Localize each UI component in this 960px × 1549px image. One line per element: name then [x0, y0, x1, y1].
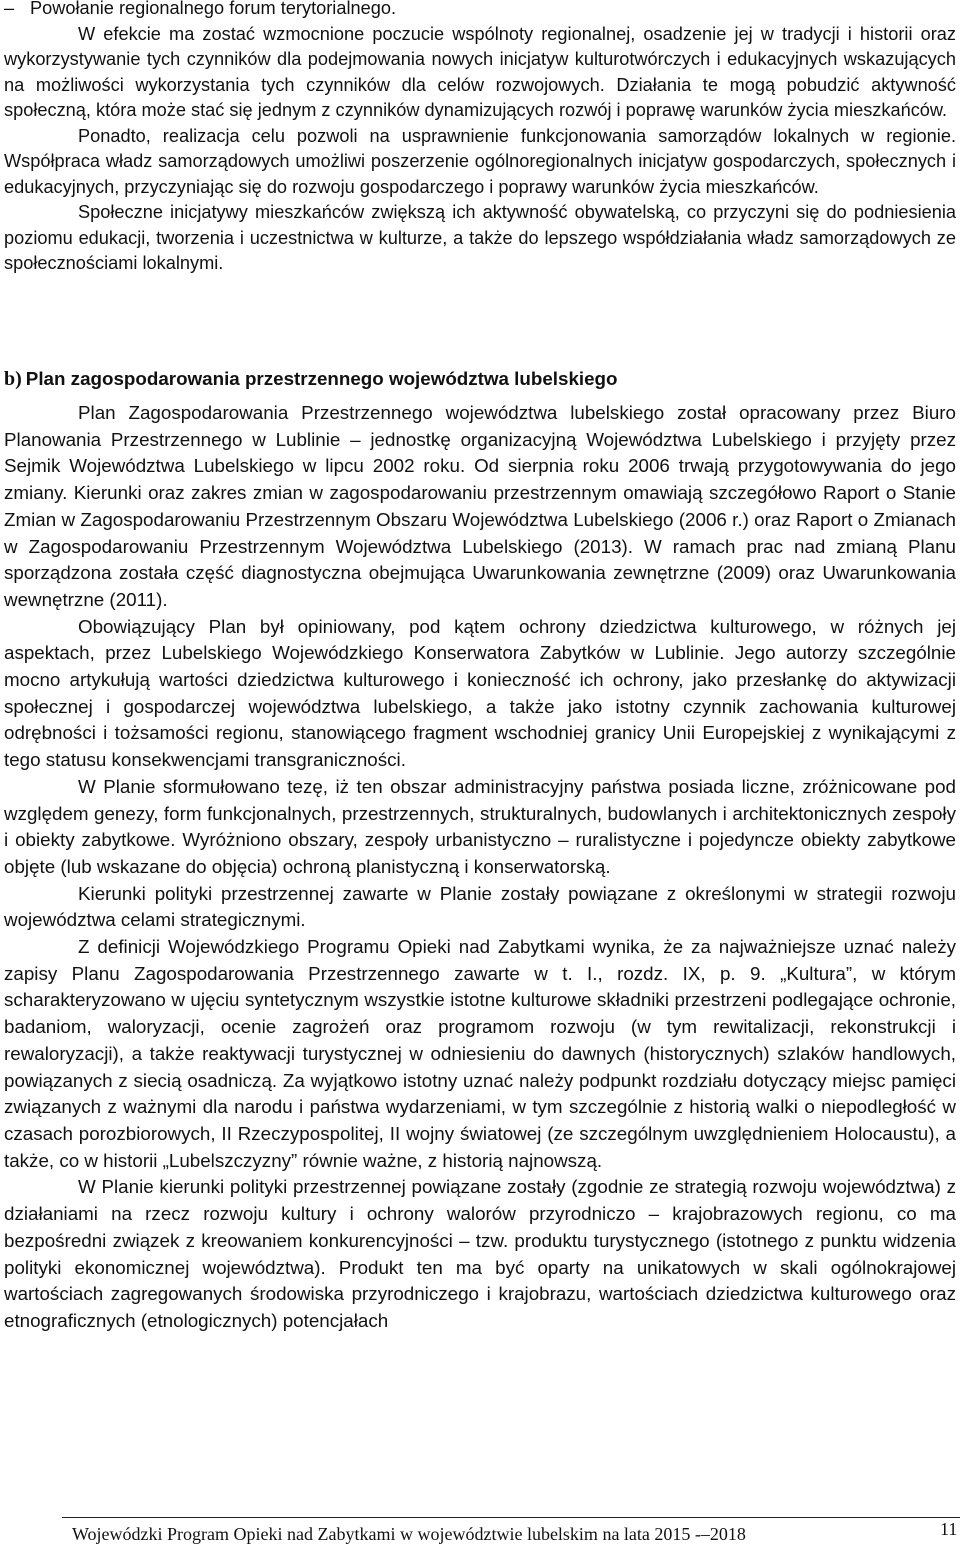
section-heading	[4, 366, 956, 392]
bullet-item	[4, 0, 956, 22]
paragraph: Obowiązujący Plan był opiniowany, pod kątem ochrony dziedzictwa kulturowego, w różnych jej aspektach, przez Lubelskiego Wojewódzkiego Konserwatora Zabytków w Lublinie. Jego autorzy szczególnie mocno artykułują wartości dziedzictwa kulturowego i konieczność ich ochrony, jako przesłankę do aktywizacji społecznej i gospodarczej województwa lubelskiego, a także jako istotny czynnik zachowania kulturowej odrębności i tożsamości regionu, stanowiącego fragment wschodniej granicy Unii Europejskiej z wynikającymi z tego statusu konsekwencjami transgraniczności.	[4, 615, 956, 771]
section-spatial-plan	[4, 366, 956, 1335]
paragraph: W Planie kierunki polityki przestrzennej powiązane zostały (zgodnie ze strategią rozwoju województwa) z działaniami na rzecz rozwoju kultury i ochrony walorów przyrodniczo – krajobrazowych regionu, co ma bezpośredni związek z kreowaniem konkurencyjności – tzw. produktu turystycznego (istotnego z punktu widzenia polityki ekonomicznej województwa). Produkt ten ma być oparty na unikatowych w skali ogólnokrajowej wartościach zagregowanych środowiska przyrodniczego i krajobrazu, wartościach dziedzictwa kulturowego oraz etnograficznych (etnologicznych) potencjałach	[4, 1176, 956, 1331]
bullet-text: Powołanie regionalnego forum terytorialnego.	[30, 0, 396, 18]
paragraph: Ponadto, realizacja celu pozwoli na usprawnienie funkcjonowania samorządów lokalnych w regionie. Współpraca władz samorządowych umożliwi poszerzenie ogólnoregionalnych inicjatyw gospodarczych, społecznych i edukacyjnych, przyczyniając się do rozwoju gospodarczego i poprawy warunków życia mieszkańców.	[4, 125, 956, 197]
section-heading-title: Plan zagospodarowania przestrzennego województwa lubelskiego	[25, 368, 618, 389]
paragraph: Z definicji Wojewódzkiego Programu Opieki nad Zabytkami wynika, że za najważniejsze uznać należy zapisy Planu Zagospodarowania Przestrzennego zawarte w t. I., rozdz. IX, p. 9. „Kultura”, w którym scharakteryzowano w ujęciu syntetycznym wszystkie istotne kulturowe składniki przestrzeni podlegające ochronie, badaniom, waloryzacji, ocenie zagrożeń oraz programom rozwoju (w tym rewitalizacji, rekonstrukcji i rewaloryzacji), a także reaktywacji turystycznej w odniesieniu do dawnych (historycznych) szlaków handlowych, powiązanych z siecią osadniczą. Za wyjątkowo istotny uznać należy podpunkt rozdziału dotyczący miejsc pamięci związanych z ważnymi dla narodu i państwa wydarzeniami, w tym szczególnie z historią walki o niepodległość w czasach porozbiorowych, II Rzeczypospolitej, II wojny światowej (ze szczególnym uwzględnieniem Holocaustu), a także, co w historii „Lubelszczyzny” równie ważne, z historią najnowszą.	[4, 936, 956, 1171]
section-goal-effects	[4, 0, 956, 277]
paragraph: W Planie sformułowano tezę, iż ten obszar administracyjny państwa posiada liczne, zróżnicowane pod względem genezy, form funkcjonalnych, przestrzennych, strukturalnych, budowlanych i architektonicznych zespoły i obiekty zabytkowe. Wyróżniono obszary, zespoły urbanistyczno – ruralistyczne i pojedyncze obiekty zabytkowe objęte (lub wskazane do objęcia) ochroną planistyczną i konserwatorską.	[4, 775, 956, 877]
paragraph: Plan Zagospodarowania Przestrzennego województwa lubelskiego został opracowany przez Biuro Planowania Przestrzennego w Lublinie – jednostkę organizacyjną Województwa Lubelskiego i przyjęty przez Sejmik Województwa Lubelskiego w lipcu 2002 roku. Od sierpnia roku 2006 trwają przygotowywania do jego zmiany. Kierunki oraz zakres zmian w zagospodarowaniu przestrzennym omawiają szczegółowo Raport o Stanie Zmian w Zagospodarowaniu Przestrzennym Obszaru Województwa Lubelskiego (2006 r.) oraz Raport o Zmianach w Zagospodarowaniu Przestrzennym Województwa Lubelskiego (2013). W ramach prac nad zmianą Planu sporządzona została część diagnostyczna obejmująca Uwarunkowania zewnętrzne (2009) oraz Uwarunkowania wewnętrzne (2011).	[4, 402, 956, 610]
section-heading-letter: b)	[4, 368, 22, 390]
page-number: 11	[940, 1519, 958, 1539]
bullet-dash: –	[4, 0, 15, 18]
paragraph: Społeczne inicjatywy mieszkańców zwiększą ich aktywność obywatelską, co przyczyni się do podniesienia poziomu edukacji, tworzenia i uczestnictwa w kulturze, a także do lepszego współdziałania władz samorządowych ze społecznościami lokalnymi.	[4, 202, 956, 273]
document-page	[4, 0, 956, 1549]
footer-title: Wojewódzki Program Opieki nad Zabytkami w województwie lubelskim na lata 2015 -–2018	[72, 1524, 746, 1544]
paragraph: W efekcie ma zostać wzmocnione poczucie wspólnoty regionalnej, osadzenie jej w tradycji i historii oraz wykorzystywanie tych czynników dla podejmowania nowych inicjatyw kulturotwórczych i edukacyjnych wskazujących na możliwości wykorzystania tych czynników dla celów rozwojowych. Działania te mogą pobudzić aktywność społeczną, która może stać się jednym z czynników dynamizujących rozwój i poprawę warunków życia mieszkańców.	[4, 23, 956, 120]
paragraph: Kierunki polityki przestrzennej zawarte w Planie zostały powiązane z określonymi w strategii rozwoju województwa celami strategicznymi.	[4, 882, 956, 931]
footer-divider	[62, 1517, 960, 1518]
